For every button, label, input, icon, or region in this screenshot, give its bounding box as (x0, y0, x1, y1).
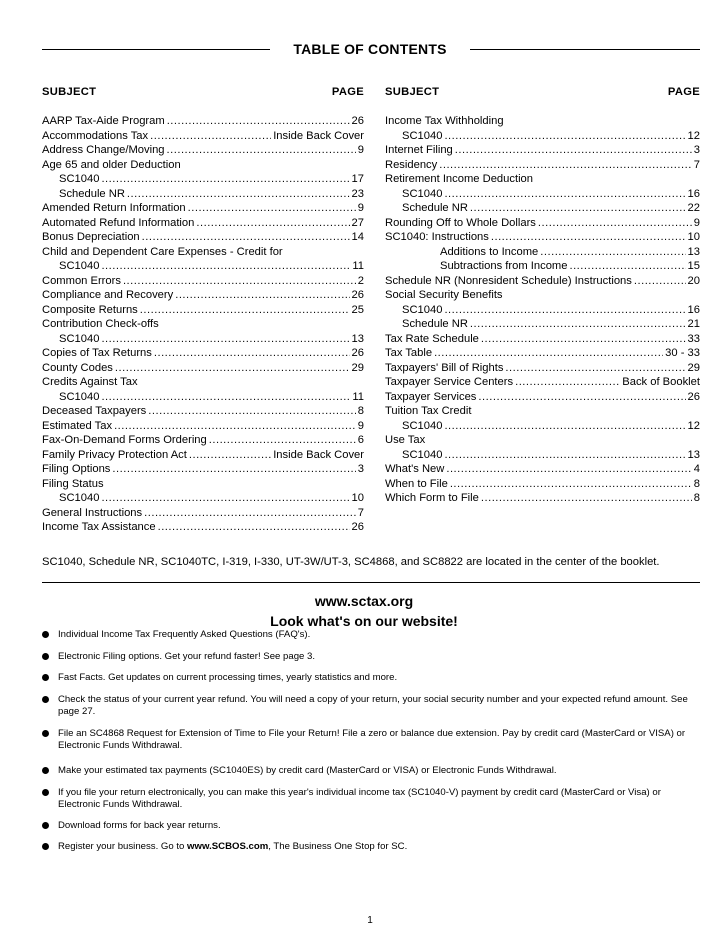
website-url[interactable]: www.sctax.org (314, 593, 414, 609)
toc-entry-subject: AARP Tax-Aide Program (42, 115, 165, 127)
dot-leader (140, 303, 350, 318)
dot-leader (444, 303, 685, 318)
toc-entry (385, 201, 700, 216)
dot-leader (127, 187, 350, 202)
page-header: PAGE (667, 86, 700, 98)
toc-entry-subject: Retirement Income Deduction (385, 173, 533, 185)
dot-leader (123, 274, 356, 289)
toc-entry (42, 187, 364, 202)
page-title: TABLE OF CONTENTS (293, 41, 447, 57)
toc-entry (42, 216, 364, 231)
dot-leader (209, 433, 356, 448)
toc-entry-page: 29 (351, 361, 364, 374)
dot-leader (538, 216, 692, 231)
toc-entry (42, 230, 364, 245)
toc-entry-page: 33 (687, 332, 700, 345)
dot-leader (505, 361, 685, 376)
dot-leader (446, 462, 691, 477)
feature-text-tail: , The Business One Stop for SC. (268, 841, 408, 852)
toc-entry-subject: Schedule NR (402, 202, 468, 214)
toc-entry (385, 245, 700, 260)
toc-entry-subject: County Codes (42, 361, 113, 374)
toc-entry-subject: SC1040 (59, 492, 100, 504)
toc-entry-subject: Tax Rate Schedule (385, 332, 479, 345)
toc-entry (385, 114, 700, 129)
toc-entry (385, 158, 700, 173)
toc-entry-page: Back of Booklet (622, 376, 700, 388)
toc-entry-subject: Amended Return Information (42, 202, 186, 214)
dot-leader (444, 129, 685, 144)
toc-entry-subject: What's New (385, 463, 445, 475)
toc-entry (385, 303, 700, 318)
dot-leader (455, 143, 692, 158)
toc-entry (385, 375, 700, 390)
toc-entry-page: 9 (693, 216, 700, 229)
toc-entry-subject: Rounding Off to Whole Dollars (385, 216, 536, 229)
toc-entry-subject: Social Security Benefits (385, 289, 503, 301)
bullet-icon (42, 730, 49, 737)
toc-entry-subject: Contribution Check-offs (42, 318, 159, 330)
dot-leader (491, 230, 686, 245)
toc-entry-page: 21 (687, 318, 700, 330)
bullet-icon (42, 696, 49, 703)
toc-entry-page: 26 (687, 390, 700, 403)
toc-entry-page: 26 (351, 289, 364, 301)
toc-entry-subject: Income Tax Withholding (385, 115, 504, 127)
toc-entry-page: 17 (351, 173, 364, 185)
toc-right-entries (385, 114, 700, 506)
toc-entry-page: Inside Back Cover (273, 448, 364, 461)
toc-entry-page: 2 (357, 274, 364, 287)
website-feature-text: Check the status of your current year refund. You will need a copy of your return, your social security number and your expected refund amount. See page 27. (58, 694, 688, 717)
toc-left-entries (42, 114, 364, 535)
dot-leader (470, 201, 686, 216)
toc-entry-subject: Which Form to File (385, 492, 479, 504)
toc-entry-page: 6 (357, 434, 364, 446)
toc-entry (42, 404, 364, 419)
toc-entry-subject: Income Tax Assistance (42, 521, 156, 533)
toc-entry-page: 26 (351, 347, 364, 359)
toc-entry-page: 26 (351, 115, 364, 127)
toc-entry-page: 16 (687, 303, 700, 316)
toc-entry-subject: Filing Options (42, 463, 111, 475)
toc-entry-page: 15 (687, 260, 700, 272)
toc-entry-subject: Subtractions from Income (440, 260, 568, 272)
toc-entry (385, 491, 700, 506)
toc-entry-page: 3 (693, 144, 700, 156)
dot-leader (478, 390, 685, 405)
toc-entry-subject: Taxpayer Service Centers (385, 376, 514, 388)
toc-entry-subject: Schedule NR (Nonresident Schedule) Instructions (385, 274, 632, 287)
toc-entry (42, 303, 364, 318)
feature-text-lead: Register your business. Go to (58, 841, 188, 852)
toc-entry-subject: Child and Dependent Care Expenses - Credit for (42, 245, 283, 258)
toc-entry-subject: Filing Status (42, 477, 104, 490)
toc-entry (385, 419, 700, 434)
toc-entry (42, 114, 364, 129)
toc-entry-page: 13 (687, 245, 700, 258)
toc-entry (385, 129, 700, 144)
toc-entry-page: 12 (687, 129, 700, 142)
toc-entry (385, 433, 700, 448)
toc-entry (385, 259, 700, 274)
website-feature-text: File an SC4868 Request for Extension of Time to File your Return! File a zero or balance due extension. Pay by credit card (MasterCard or VISA) or Electronic Funds Withdrawal. (58, 728, 686, 751)
bullet-icon (42, 653, 49, 660)
dot-leader (154, 346, 350, 361)
toc-entry-subject: SC1040 (59, 390, 100, 403)
bullet-icon (42, 789, 49, 796)
dot-leader (101, 332, 349, 347)
toc-entry-page: 13 (351, 332, 364, 345)
toc-entry-page: 10 (687, 231, 700, 243)
toc-entry-page: 4 (693, 463, 700, 475)
toc-entry (42, 332, 364, 347)
toc-entry-subject: Bonus Depreciation (42, 231, 140, 243)
toc-entry (385, 317, 700, 332)
bullet-icon (42, 631, 49, 638)
website-feature-item (42, 651, 698, 663)
dot-leader (150, 129, 271, 144)
toc-entry-subject: When to File (385, 477, 448, 490)
toc-entry-subject: SC1040 (402, 419, 443, 432)
toc-entry (42, 433, 364, 448)
toc-entry-page: 16 (687, 187, 700, 200)
toc-entry-page: Inside Back Cover (273, 129, 364, 142)
toc-entry-subject: Composite Returns (42, 303, 138, 316)
toc-entry (42, 143, 364, 158)
website-feature-item (42, 787, 698, 811)
toc-entry-subject: Age 65 and older Deduction (42, 158, 181, 171)
website-feature-text: Fast Facts. Get updates on current processing times, yearly statistics and more. (58, 672, 398, 683)
page-header: PAGE (331, 86, 364, 98)
toc-entry (42, 477, 364, 492)
page-number: 1 (367, 915, 373, 926)
website-feature-text: Electronic Filing options. Get your refund faster! See page 3. (58, 651, 316, 662)
website-feature-text: If you file your return electronically, you can make this year's individual income tax (SC1040-V) payment by credit card (MasterCard or Visa) or Electronic Funds Withdrawal. (58, 787, 661, 810)
section-divider (42, 582, 700, 583)
toc-entry-page: 26 (351, 521, 364, 533)
toc-entry (385, 477, 700, 492)
toc-entry-subject: Common Errors (42, 274, 121, 287)
bullet-icon (42, 843, 49, 850)
toc-entry-subject: Additions to Income (440, 245, 539, 258)
toc-entry-subject: SC1040 (59, 173, 100, 185)
dot-leader (481, 332, 686, 347)
toc-entry (385, 332, 700, 347)
toc-entry-subject: Family Privacy Protection Act (42, 448, 187, 461)
toc-entry-subject: Schedule NR (59, 187, 125, 200)
toc-entry-page: 12 (687, 419, 700, 432)
toc-entry (42, 419, 364, 434)
website-feature-text (58, 841, 407, 852)
dot-leader (444, 187, 685, 202)
website-feature-text: Make your estimated tax payments (SC1040ES) by credit card (MasterCard or VISA) or Electronic Funds Withdrawal. (58, 765, 557, 776)
toc-entry (385, 288, 700, 303)
dot-leader (444, 448, 685, 463)
dot-leader (434, 346, 663, 361)
toc-right-column (385, 86, 700, 506)
toc-entry-page: 7 (693, 158, 700, 171)
toc-entry (42, 274, 364, 289)
dot-leader (148, 404, 355, 419)
dot-leader (167, 143, 356, 158)
toc-entry (42, 129, 364, 144)
toc-entry-page: 11 (352, 260, 364, 272)
dot-leader (101, 491, 349, 506)
toc-entry (42, 506, 364, 521)
website-feature-item (42, 629, 698, 641)
dot-leader (144, 506, 356, 521)
toc-entry-subject: Residency (385, 158, 438, 171)
toc-entry (42, 172, 364, 187)
bullet-icon (42, 822, 49, 829)
dot-leader (101, 390, 350, 405)
toc-entry-page: 30 - 33 (665, 347, 700, 359)
website-feature-item (42, 820, 698, 832)
toc-entry (42, 259, 364, 274)
toc-entry-page: 22 (687, 202, 700, 214)
toc-entry-subject: Copies of Tax Returns (42, 347, 152, 359)
dot-leader (470, 317, 686, 332)
toc-entry-subject: Schedule NR (402, 318, 468, 330)
toc-entry-subject: Compliance and Recovery (42, 289, 174, 301)
toc-entry-subject: Tuition Tax Credit (385, 405, 472, 417)
toc-entry-subject: Estimated Tax (42, 419, 113, 432)
toc-entry-subject: Accommodations Tax (42, 129, 149, 142)
toc-entry-page: 25 (351, 303, 364, 316)
toc-right-header (385, 86, 700, 100)
website-tagline: Look what's on our website! (270, 613, 458, 629)
toc-entry-page: 3 (357, 463, 364, 475)
title-rule-right (470, 49, 700, 50)
toc-entry-subject: General Instructions (42, 506, 143, 519)
toc-entry-page: 9 (357, 419, 364, 432)
toc-entry-page: 8 (357, 405, 364, 417)
dot-leader (115, 361, 350, 376)
bullet-icon (42, 767, 49, 774)
toc-entry (385, 346, 700, 361)
dot-leader (515, 375, 620, 390)
toc-entry-subject: SC1040 (402, 129, 443, 142)
toc-entry (42, 201, 364, 216)
dot-leader (450, 477, 692, 492)
toc-entry-subject: SC1040 (59, 332, 100, 345)
toc-entry (42, 390, 364, 405)
toc-entry-page: 14 (351, 231, 364, 243)
title-band (42, 40, 700, 60)
toc-entry (385, 143, 700, 158)
toc-entry (385, 230, 700, 245)
toc-entry-page: 20 (687, 274, 700, 287)
dot-leader (634, 274, 686, 289)
dot-leader (114, 419, 356, 434)
toc-entry-subject: SC1040 (402, 187, 443, 200)
toc-entry (42, 158, 364, 173)
toc-entry (385, 187, 700, 202)
toc-entry (42, 346, 364, 361)
dot-leader (167, 114, 350, 129)
toc-entry (42, 288, 364, 303)
dot-leader (540, 245, 685, 260)
dot-leader (142, 230, 350, 245)
toc-entry-page: 8 (693, 477, 700, 490)
subject-header: SUBJECT (385, 86, 440, 98)
toc-entry-subject: Credits Against Tax (42, 376, 138, 388)
website-header (0, 593, 728, 629)
toc-entry-subject: Fax-On-Demand Forms Ordering (42, 434, 207, 446)
bullet-icon (42, 674, 49, 681)
toc-entry-subject: SC1040: Instructions (385, 231, 489, 243)
toc-entry-subject: Taxpayer Services (385, 390, 477, 403)
toc-entry-subject: SC1040 (402, 303, 443, 316)
toc-entry-page: 23 (351, 187, 364, 200)
website-feature-text: Download forms for back year returns. (58, 820, 221, 831)
toc-entry (385, 274, 700, 289)
toc-entry-page: 29 (687, 361, 700, 374)
dot-leader (444, 419, 685, 434)
dot-leader (439, 158, 692, 173)
toc-entry (385, 448, 700, 463)
toc-entry-subject: Internet Filing (385, 144, 453, 156)
toc-entry (42, 491, 364, 506)
toc-entry-page: 11 (352, 390, 364, 403)
toc-entry-subject: SC1040 (402, 448, 443, 461)
toc-entry (385, 462, 700, 477)
toc-entry-subject: Taxpayers' Bill of Rights (385, 361, 504, 374)
toc-left-header (42, 86, 364, 100)
subject-header: SUBJECT (42, 86, 97, 98)
toc-entry (42, 317, 364, 332)
title-rule-left (42, 49, 270, 50)
toc-entry-page: 9 (357, 202, 364, 214)
toc-entry (42, 520, 364, 535)
toc-entry (385, 404, 700, 419)
toc-left-column (42, 86, 364, 535)
website-feature-item (42, 765, 698, 777)
toc-entry (42, 245, 364, 260)
toc-entry-page: 27 (351, 216, 364, 229)
toc-entry (385, 390, 700, 405)
toc-entry (385, 216, 700, 231)
website-feature-item (42, 728, 698, 752)
website-feature-item (42, 841, 698, 853)
toc-entry-page: 10 (351, 492, 364, 504)
dot-leader (188, 201, 356, 216)
dot-leader (112, 462, 355, 477)
scbos-link[interactable]: www.SCBOS.com (187, 841, 269, 852)
toc-entry (42, 375, 364, 390)
toc-entry-subject: Automated Refund Information (42, 216, 195, 229)
dot-leader (189, 448, 271, 463)
toc-entry-page: 13 (687, 448, 700, 461)
toc-entry (42, 462, 364, 477)
toc-entry (385, 361, 700, 376)
dot-leader (175, 288, 349, 303)
toc-entry (42, 448, 364, 463)
website-feature-item (42, 694, 698, 718)
website-feature-item (42, 672, 698, 684)
toc-entry (42, 361, 364, 376)
dot-leader (569, 259, 685, 274)
toc-entry-subject: Tax Table (385, 347, 433, 359)
dot-leader (481, 491, 692, 506)
toc-entry (385, 172, 700, 187)
toc-entry-subject: Deceased Taxpayers (42, 405, 147, 417)
dot-leader (196, 216, 349, 231)
toc-entry-page: 8 (693, 492, 700, 504)
toc-entry-subject: Address Change/Moving (42, 144, 165, 156)
toc-entry-subject: Use Tax (385, 434, 426, 446)
website-feature-text: Individual Income Tax Frequently Asked Questions (FAQ's). (58, 629, 311, 640)
toc-entry-subject: SC1040 (59, 260, 100, 272)
toc-entry-page: 7 (357, 506, 364, 519)
dot-leader (101, 172, 349, 187)
booklet-note: SC1040, Schedule NR, SC1040TC, I-319, I-330, UT-3W/UT-3, SC4868, and SC8822 are located in the center of the booklet. (42, 556, 660, 568)
toc-entry-page: 9 (357, 144, 364, 156)
dot-leader (101, 259, 350, 274)
dot-leader (158, 520, 350, 535)
